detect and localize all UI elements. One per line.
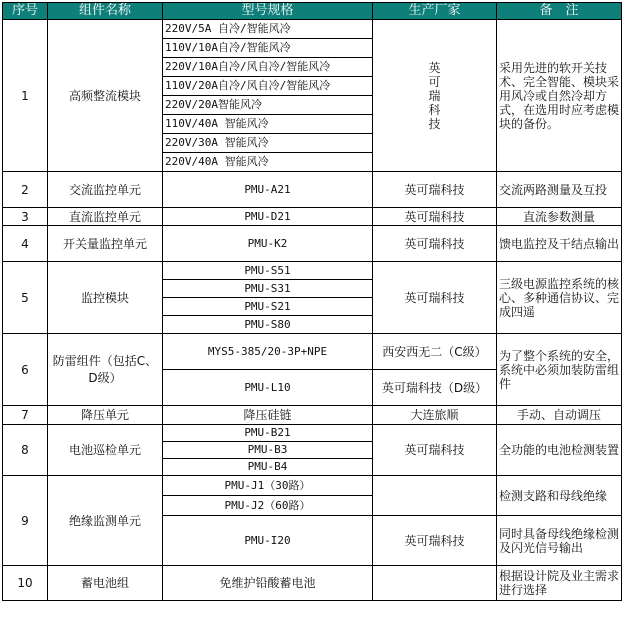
- row-note: 交流两路测量及互投: [497, 172, 622, 208]
- row-model: PMU-J2（60路）: [163, 496, 373, 516]
- row-maker: [373, 566, 497, 601]
- row-maker: 英可瑞科技: [373, 516, 497, 566]
- row-maker: [373, 20, 497, 172]
- row-model: PMU-A21: [163, 172, 373, 208]
- row-note: 馈电监控及干结点输出: [497, 226, 622, 262]
- row-model: PMU-S21: [163, 298, 373, 316]
- row-no: 10: [3, 566, 48, 601]
- row-note: 同时具备母线绝缘检测及闪光信号输出: [497, 516, 622, 566]
- table-row: [3, 566, 622, 601]
- maker-char: 科: [428, 102, 441, 117]
- row-name: 绝缘监测单元: [48, 476, 163, 566]
- header-no: 序号: [3, 3, 48, 20]
- row-model: PMU-J1（30路）: [163, 476, 373, 496]
- row-maker: 英可瑞科技: [373, 208, 497, 226]
- row-name: 交流监控单元: [48, 172, 163, 208]
- row-name: 电池巡检单元: [48, 425, 163, 476]
- row-model: PMU-I20: [163, 516, 373, 566]
- row-no: 3: [3, 208, 48, 226]
- row-model: 降压硅链: [163, 406, 373, 425]
- row-model: PMU-K2: [163, 226, 373, 262]
- row-name: 直流监控单元: [48, 208, 163, 226]
- header-row: [3, 3, 622, 20]
- header-model: 型号规格: [163, 3, 373, 20]
- table-row: [3, 476, 622, 496]
- row-name: 防雷组件（包括C、D级）: [48, 334, 163, 406]
- maker-char: 英: [428, 60, 441, 75]
- table-row: [3, 20, 622, 39]
- row-name: 监控模块: [48, 262, 163, 334]
- row-maker: 英可瑞科技（D级）: [373, 370, 497, 406]
- row-name: 蓄电池组: [48, 566, 163, 601]
- row-model: 免维护铅酸蓄电池: [163, 566, 373, 601]
- row-model: PMU-B21: [163, 425, 373, 442]
- row-maker: 英可瑞科技: [373, 262, 497, 334]
- row-note: 采用先进的软开关技术、完全智能、模块采用风冷或自然冷却方式，在选用时应考虑模块的备份。: [497, 20, 622, 172]
- row-model: PMU-B3: [163, 442, 373, 459]
- row-maker: 英可瑞科技: [373, 226, 497, 262]
- row-model: PMU-S31: [163, 280, 373, 298]
- row-maker: 英可瑞科技: [373, 425, 497, 476]
- table-row: [3, 226, 622, 262]
- row-note: 检测支路和母线绝缘: [497, 476, 622, 516]
- row-name: 降压单元: [48, 406, 163, 425]
- row-no: 6: [3, 334, 48, 406]
- row-model: MYS5-385/20-3P+NPE: [163, 334, 373, 370]
- row-model: PMU-B4: [163, 459, 373, 476]
- row-model: PMU-D21: [163, 208, 373, 226]
- table-row: [3, 208, 622, 226]
- table-row: [3, 334, 622, 370]
- component-spec-table: [2, 2, 622, 601]
- row-maker: [373, 476, 497, 516]
- row-model: 220V/30A 智能风冷: [163, 134, 373, 153]
- header-maker: 生产厂家: [373, 3, 497, 20]
- row-model: 110V/10A自冷/智能风冷: [163, 39, 373, 58]
- row-model: 110V/40A 智能风冷: [163, 115, 373, 134]
- row-no: 2: [3, 172, 48, 208]
- row-note: 手动、自动调压: [497, 406, 622, 425]
- row-no: 7: [3, 406, 48, 425]
- row-model: PMU-S51: [163, 262, 373, 280]
- row-no: 8: [3, 425, 48, 476]
- row-model: 220V/20A智能风冷: [163, 96, 373, 115]
- table-row: [3, 425, 622, 442]
- row-model: 220V/40A 智能风冷: [163, 153, 373, 172]
- table-row: [3, 172, 622, 208]
- row-no: 5: [3, 262, 48, 334]
- maker-char: 瑞: [428, 88, 441, 103]
- row-note: 直流参数测量: [497, 208, 622, 226]
- row-no: 1: [3, 20, 48, 172]
- row-note: 全功能的电池检测装置: [497, 425, 622, 476]
- row-note: 根据设计院及业主需求进行选择: [497, 566, 622, 601]
- row-note: 为了整个系统的安全，系统中必须加装防雷组件: [497, 334, 622, 406]
- row-name: 高频整流模块: [48, 20, 163, 172]
- row-maker: 西安西无二（C级）: [373, 334, 497, 370]
- table-row: [3, 262, 622, 280]
- row-model: 110V/20A自冷/风自冷/智能风冷: [163, 77, 373, 96]
- row-model: PMU-S80: [163, 316, 373, 334]
- row-note: 三级电源监控系统的核心、多种通信协议、完成四遥: [497, 262, 622, 334]
- row-maker: 大连旅顺: [373, 406, 497, 425]
- row-model: 220V/5A 自冷/智能风冷: [163, 20, 373, 39]
- table-row: [3, 406, 622, 425]
- row-no: 4: [3, 226, 48, 262]
- maker-char: 可: [428, 74, 441, 89]
- row-model: PMU-L10: [163, 370, 373, 406]
- header-note: 备 注: [497, 3, 622, 20]
- row-name: 开关量监控单元: [48, 226, 163, 262]
- header-name: 组件名称: [48, 3, 163, 20]
- maker-char: 技: [428, 116, 441, 131]
- row-maker: 英可瑞科技: [373, 172, 497, 208]
- row-model: 220V/10A自冷/风自冷/智能风冷: [163, 58, 373, 77]
- row-no: 9: [3, 476, 48, 566]
